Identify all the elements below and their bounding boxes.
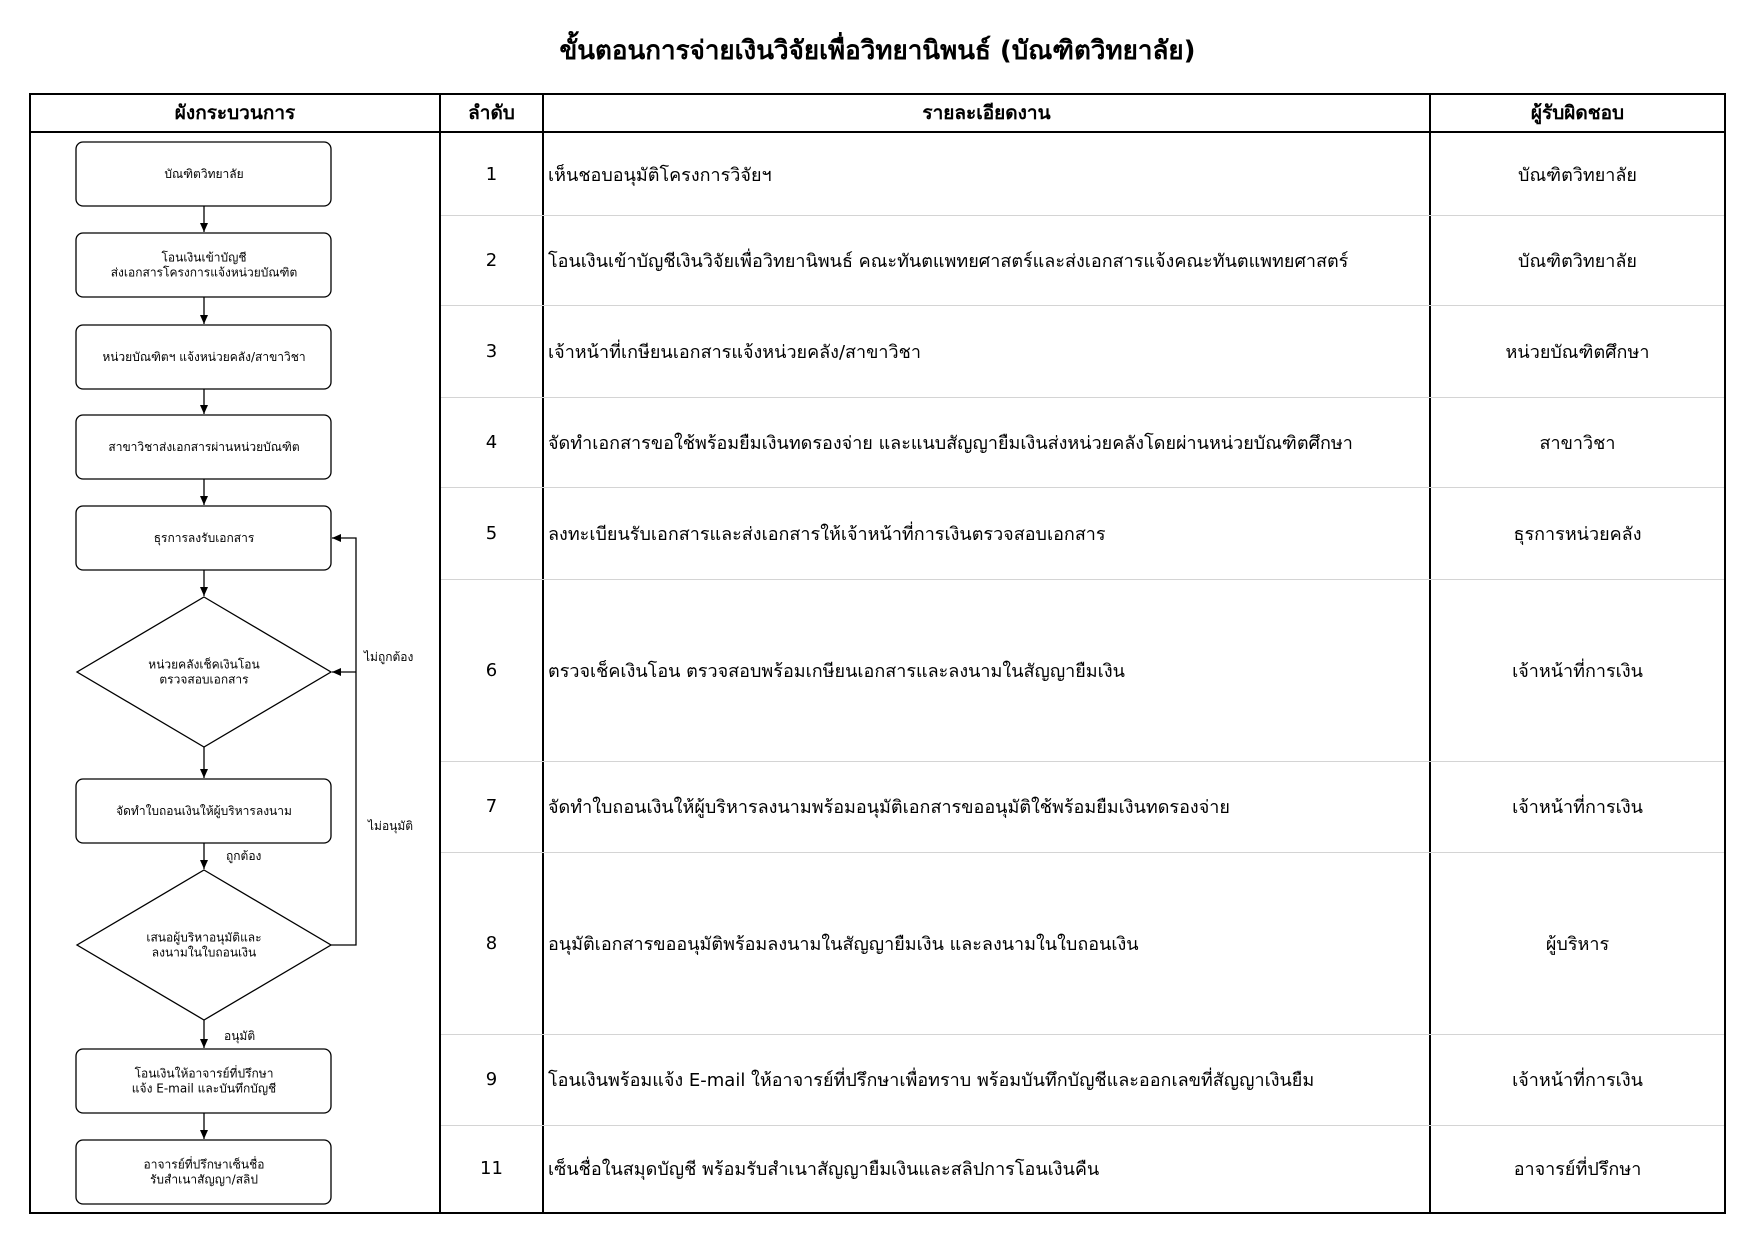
- node-advisor-sign-label: อาจารย์ที่ปรึกษาเซ็นชื่อรับสำเนาสัญญา/สลิป: [143, 1157, 265, 1187]
- step-owner: ธุรการหน่วยคลัง: [1513, 523, 1642, 545]
- label-not-approved: ไม่อนุมัติ: [368, 819, 414, 833]
- node-register-documents-label: ธุรการลงรับเอกสาร: [153, 531, 255, 545]
- step-number: 3: [485, 340, 498, 362]
- step-owner: เจ้าหน้าที่การเงิน: [1512, 660, 1643, 682]
- step-owner: หน่วยบัณฑิตศึกษา: [1505, 341, 1650, 363]
- header-owner: ผู้รับผิดชอบ: [1530, 102, 1625, 124]
- step-detail: จัดทำใบถอนเงินให้ผู้บริหารลงนามพร้อมอนุมัติเอกสารขออนุมัติใช้พร้อมยืมเงินทดรองจ่าย: [548, 797, 1230, 818]
- node-graduate-school-label: บัณฑิตวิทยาลัย: [164, 167, 244, 181]
- decision-check-transfer-label: หน่วยคลังเช็คเงินโอนตรวจสอบเอกสาร: [148, 657, 260, 687]
- step-number: 5: [485, 522, 498, 544]
- step-number: 7: [485, 796, 498, 817]
- step-number: 2: [485, 249, 498, 271]
- decision-executive-approve-label: เสนอผู้บริหาอนุมัติและลงนามในใบถอนเงิน: [146, 930, 262, 960]
- step-detail: เจ้าหน้าที่เกษียนเอกสารแจ้งหน่วยคลัง/สาขาวิชา: [548, 341, 921, 363]
- step-detail: เซ็นชื่อในสมุดบัญชี พร้อมรับสำเนาสัญญายืมเงินและสลิปการโอนเงินคืน: [548, 1159, 1100, 1180]
- header-order: ลำดับ: [468, 102, 515, 124]
- node-withdrawal-slip-label: จัดทำใบถอนเงินให้ผู้บริหารลงนาม: [116, 804, 292, 818]
- step-detail: โอนเงินพร้อมแจ้ง E-mail ให้อาจารย์ที่ปรึกษาเพื่อทราบ พร้อมบันทึกบัญชีและออกเลขที่สัญญาเงินยืม: [548, 1070, 1315, 1091]
- step-number: 9: [485, 1069, 498, 1090]
- step-number: 8: [485, 932, 498, 954]
- step-owner: บัณฑิตวิทยาลัย: [1518, 164, 1637, 186]
- step-detail: เห็นชอบอนุมัติโครงการวิจัยฯ: [548, 164, 772, 186]
- step-detail: อนุมัติเอกสารขออนุมัติพร้อมลงนามในสัญญายืมเงิน และลงนามในใบถอนเงิน: [548, 933, 1139, 955]
- step-detail: จัดทำเอกสารขอใช้พร้อมยืมเงินทดรองจ่าย และแนบสัญญายืมเงินส่งหน่วยคลังโดยผ่านหน่วยบัณฑิตศึกษา: [548, 432, 1353, 454]
- step-owner: เจ้าหน้าที่การเงิน: [1512, 797, 1643, 818]
- loop-arrow-not-approved: [331, 538, 356, 945]
- step-detail: โอนเงินเข้าบัญชีเงินวิจัยเพื่อวิทยานิพนธ์ คณะทันตแพทยศาสตร์และส่งเอกสารแจ้งคณะทันตแพทยศาสตร์: [548, 250, 1349, 272]
- step-number: 1: [485, 163, 498, 185]
- node-transfer-funds-label: โอนเงินเข้าบัญชีส่งเอกสารโครงการแจ้งหน่วยบัณฑิต: [110, 250, 298, 280]
- step-number: 6: [485, 659, 498, 681]
- step-owner: ผู้บริหาร: [1545, 933, 1610, 955]
- node-department-send-label: สาขาวิชาส่งเอกสารผ่านหน่วยบัณฑิต: [108, 440, 300, 454]
- step-detail: ตรวจเช็คเงินโอน ตรวจสอบพร้อมเกษียนเอกสารและลงนามในสัญญายืมเงิน: [548, 660, 1125, 682]
- step-owner: สาขาวิชา: [1539, 432, 1616, 454]
- header-flow: ผังกระบวนการ: [174, 102, 296, 124]
- step-number: 11: [480, 1158, 503, 1179]
- label-correct: ถูกต้อง: [226, 849, 262, 863]
- step-detail: ลงทะเบียนรับเอกสารและส่งเอกสารให้เจ้าหน้าที่การเงินตรวจสอบเอกสาร: [548, 523, 1106, 545]
- step-owner: อาจารย์ที่ปรึกษา: [1513, 1159, 1642, 1180]
- node-transfer-to-advisor-label: โอนเงินให้อาจารย์ที่ปรึกษาแจ้ง E-mail และบันทึกบัญชี: [131, 1066, 277, 1096]
- header-detail: รายละเอียดงาน: [922, 102, 1051, 124]
- step-number: 4: [485, 431, 498, 453]
- step-owner: เจ้าหน้าที่การเงิน: [1512, 1070, 1643, 1091]
- node-graduate-unit-notify-label: หน่วยบัณฑิตฯ แจ้งหน่วยคลัง/สาขาวิชา: [102, 350, 306, 364]
- label-approved: อนุมัติ: [224, 1029, 256, 1043]
- label-incorrect: ไม่ถูกต้อง: [364, 650, 414, 664]
- page-title: ขั้นตอนการจ่ายเงินวิจัยเพื่อวิทยานิพนธ์ (บัณฑิตวิทยาลัย): [559, 36, 1196, 66]
- step-owner: บัณฑิตวิทยาลัย: [1518, 250, 1637, 272]
